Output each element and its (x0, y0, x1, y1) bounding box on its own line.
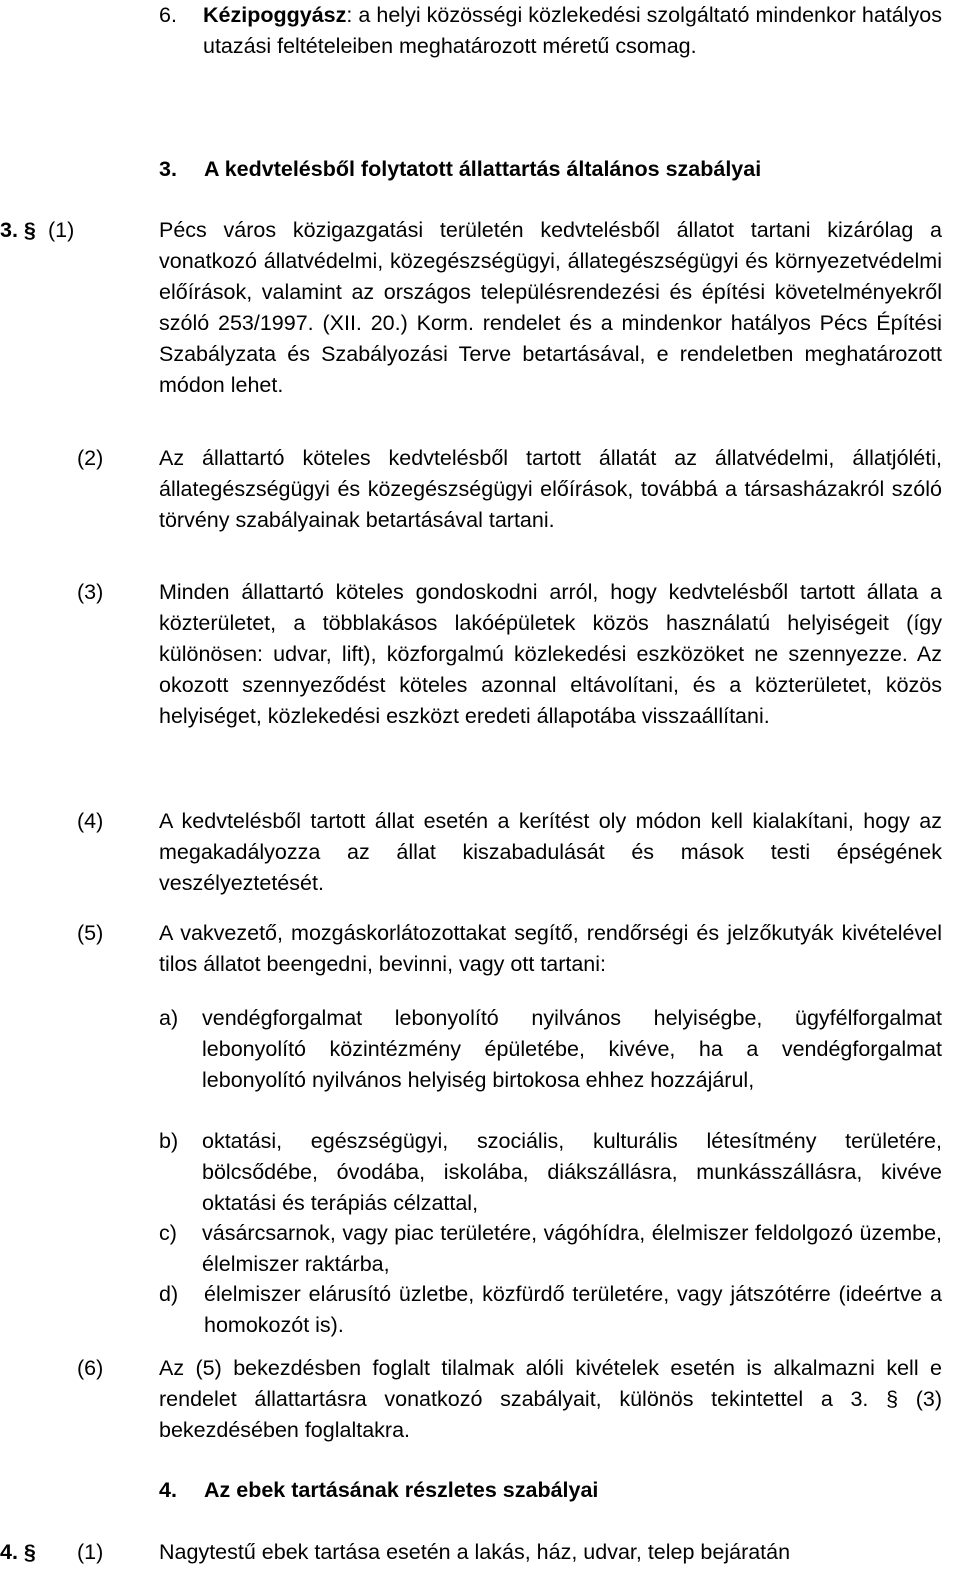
list-item-label: c) (159, 1221, 177, 1245)
paragraph-text: Nagytestű ebek tartása esetén a lakás, ház, udvar, telep bejáratán (159, 1540, 791, 1564)
paragraph-number: (4) (77, 809, 104, 833)
paragraph-text: Az (5) bekezdésben foglalt tilalmak alóli kivételek esetén is alkalmazni kell e rendelet állattartásra vonatkozó szabályait, különös tekintettel a 3. § (3) bekezdésében foglaltakra. (159, 1356, 942, 1442)
item-number: 6. (159, 3, 177, 27)
paragraph-text: A vakvezető, mozgáskorlátozottakat segítő, rendőrségi és jelzőkutyák kivételével tilos állatot beengedni, bevinni, vagy ott tartani: (159, 921, 942, 976)
paragraph-number: (6) (77, 1356, 104, 1380)
definition-term: Kézipoggyász (203, 3, 347, 27)
paragraph-text: Az állattartó köteles kedvtelésből tartott állatát az állatvédelmi, állatjóléti, állategészségügyi és közegészségügyi előírások, továbbá a társasházakról szóló törvény szabályainak betartásával tartani. (159, 446, 942, 532)
paragraph-text: Minden állattartó köteles gondoskodni arról, hogy kedvtelésből tartott állata a közterületet, a többlakásos lakóépületek közös használatú helyiségeit (így különösen: udvar, lift), közforgalmú közlekedési eszközöket ne szennyezze. Az okozott szennyeződést köteles azonnal eltávolítani, és a közterületet, közös helyiséget, közlekedési eszközt eredeti állapotába visszaállítani. (159, 580, 942, 728)
list-item-label: b) (159, 1129, 179, 1153)
paragraph-number: (2) (77, 446, 104, 470)
list-item-label: a) (159, 1006, 179, 1030)
paragraph-number: (3) (77, 580, 104, 604)
paragraph-text: Pécs város közigazgatási területén kedvtelésből állatot tartani kizárólag a vonatkozó állatvédelmi, közegészségügyi, állategészségügyi és környezetvédelmi előírások, valamint az országos településrendezési és építési követelményekről szóló 253/1997. (XII. 20.) Korm. rendelet és a mindenkor hatályos Pécs Építési Szabályzata és Szabályozási Terve betartásával, e rendeletben meghatározott módon lehet. (159, 218, 942, 397)
list-item-label: d) (159, 1282, 179, 1306)
definition-item-6 (203, 0, 942, 62)
chapter-title: Az ebek tartásának részletes szabályai (204, 1478, 599, 1502)
paragraph-number: (1) (77, 1540, 104, 1564)
list-item-text: élelmiszer elárusító üzletbe, közfürdő területére, vagy játszótérre (ideértve a homokozót is). (204, 1282, 942, 1337)
list-item-text: oktatási, egészségügyi, szociális, kulturális létesítmény területére, bölcsődébe, óvodába, iskolába, diákszállásra, munkásszállásra, kivéve oktatási és terápiás célzattal, (202, 1129, 942, 1215)
paragraph-text: A kedvtelésből tartott állat esetén a kerítést oly módon kell kialakítani, hogy az megakadályozza az állat kiszabadulását és mások testi épségének veszélyeztetését. (159, 809, 942, 895)
paragraph-number: (1) (48, 218, 75, 242)
chapter-number: 3. (159, 157, 177, 181)
section-label: 3. § (0, 218, 36, 242)
paragraph-number: (5) (77, 921, 104, 945)
chapter-number: 4. (159, 1478, 177, 1502)
list-item-text: vásárcsarnok, vagy piac területére, vágóhídra, élelmiszer feldolgozó üzembe, élelmiszer raktárba, (202, 1221, 942, 1276)
list-item-text: vendégforgalmat lebonyolító nyilvános helyiségbe, ügyfélforgalmat lebonyolító közintézmény épületébe, kivéve, ha a vendégforgalmat lebonyolító nyilvános helyiség birtokosa ehhez hozzájárul, (202, 1006, 942, 1092)
section-label: 4. § (0, 1540, 36, 1564)
chapter-title: A kedvtelésből folytatott állattartás általános szabályai (204, 157, 762, 181)
definition-text: : a helyi közösségi közlekedési szolgáltató mindenkor hatályos utazási feltételeiben meghatározott méretű csomag. (203, 3, 942, 58)
